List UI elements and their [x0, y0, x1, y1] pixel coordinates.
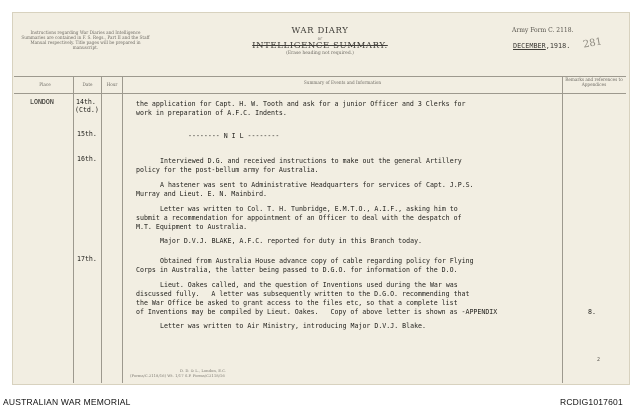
date-14: 14th.: [76, 98, 96, 106]
place-london: LONDON: [30, 98, 54, 106]
date-15: 15th.: [77, 130, 97, 138]
entry-line: Obtained from Australia House advance copy of cable regarding policy for Flying: [160, 257, 474, 265]
entry-line: Murray and Lieut. E. N. Mainbird.: [136, 190, 268, 198]
entry-line: the application for Capt. H. W. Tooth and ask for a junior Officer and 3 Clerks for: [136, 100, 466, 108]
entry-line: Interviewed D.G. and received instructions to make out the general Artillery: [160, 157, 462, 165]
corner-mark: 2: [597, 357, 601, 363]
date-16: 16th.: [77, 155, 97, 163]
or-label: or: [317, 36, 323, 41]
entry-line: Letter was written to Col. T. H. Tunbridge, E.M.T.O., A.I.F., asking him to: [160, 205, 458, 213]
entry-line: A hastener was sent to Administrative Headquarters for services of Capt. J.P.S.: [160, 181, 474, 189]
printer-imprint: [130, 368, 226, 378]
entry-line: the War Office be asked to grant access to the files etc, so that a complete list: [136, 299, 458, 307]
nil-entry: -------- N I L --------: [188, 132, 280, 140]
col-divider-date: [101, 76, 102, 383]
archive-id: RCDIG1017601: [560, 397, 623, 407]
date-17: 17th.: [77, 255, 97, 263]
col-header-remarks: Remarks and references to Appendices: [565, 77, 623, 87]
header-rule-top: [14, 76, 626, 77]
entry-line: Corps in Australia, the latter being passed to D.G.O. for information of the D.O.: [136, 266, 458, 274]
entry-line: Lieut. Oakes called, and the question of Inventions used during the War was: [160, 281, 458, 289]
year-text: ,1918.: [545, 42, 571, 50]
entry-line: Major D.V.J. BLAKE, A.F.C. reported for duty in this Branch today.: [160, 237, 423, 245]
col-divider-place: [73, 76, 74, 383]
entry-line: discussed fully. A letter was subsequently written to the D.G.O. recommending that: [136, 290, 470, 298]
header-rule-bottom: [14, 93, 626, 94]
month-text: DECEMBER: [513, 42, 546, 50]
intelligence-summary-title: INTELLIGENCE SUMMARY.: [252, 41, 388, 51]
war-diary-title: WAR DIARY: [291, 26, 349, 36]
col-header-date: Date: [82, 82, 93, 87]
instructions-note: Instructions regarding War Diaries and Intelligence Summaries are contained in F. S. Regs., Part II and the Staff Manual respectively. Title pages will be prepared in manuscript.: [21, 30, 150, 50]
entry-line: submit a recommendation for appointment of an Officer to deal with the despatch of: [136, 214, 462, 222]
army-form-label: Army Form C. 2118.: [512, 27, 574, 34]
diary-month: [513, 42, 570, 50]
entry-line: policy for the post-bellum army for Australia.: [136, 166, 319, 174]
col-header-summary: Summary of Events and Information: [303, 80, 382, 85]
entry-line: M.T. Equipment to Australia.: [136, 223, 248, 231]
page-heading: [220, 26, 420, 56]
entry-line: Letter was written to Air Ministry, introducing Major D.V.J. Blake.: [160, 322, 426, 330]
entry-line: of Inventions may be compiled by Lieut. Oakes. Copy of above letter is shown as -APPENDIX: [136, 308, 498, 316]
appendix-reference: 8.: [588, 308, 596, 316]
erase-note: (Erase heading not required.): [286, 51, 354, 56]
col-header-hour: Hour: [106, 82, 118, 87]
col-divider-hour: [122, 76, 123, 383]
entry-line: work in preparation of A.F.C. Indents.: [136, 109, 287, 117]
archive-credit: AUSTRALIAN WAR MEMORIAL: [3, 397, 131, 407]
handwritten-page-number: 281: [582, 36, 603, 51]
col-divider-summary: [562, 76, 563, 383]
imprint-line: D. D. & L., London, E.C.: [180, 368, 227, 373]
col-header-place: Place: [39, 82, 51, 87]
imprint-line: (Forms/C.2118/16) Wt. 1/17 S.P. Forms/C2118/16: [130, 373, 225, 378]
date-14-continued: (Ctd.): [75, 106, 99, 114]
